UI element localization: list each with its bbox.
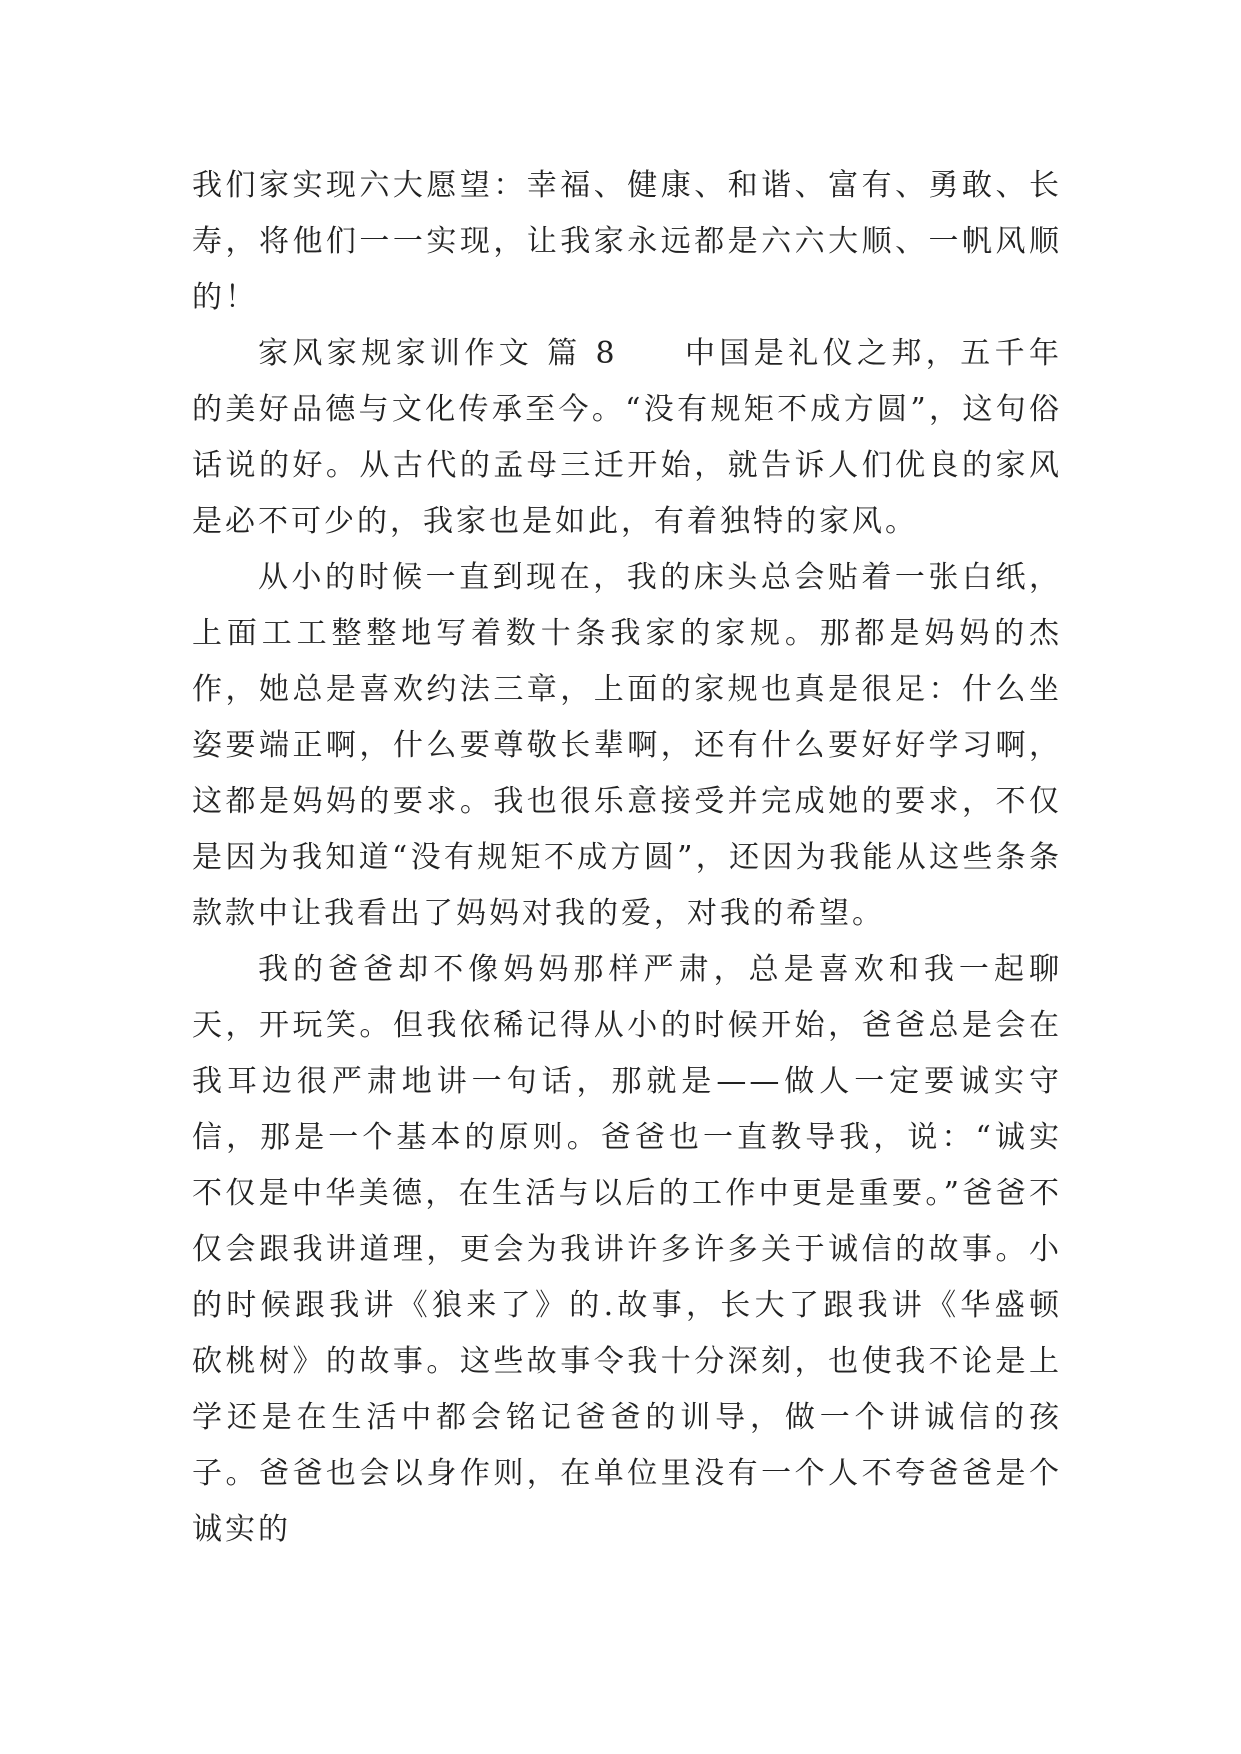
section-8-paragraph (192, 326, 1062, 550)
document-body (192, 158, 1062, 1558)
section-intro-text: 中国是礼仪之邦，五千年的美好品德与文化传承至今。“没有规矩不成方圆”，这句俗话说的好。从古代的孟母三迁开始，就告诉人们优良的家风是必不可少的，我家也是如此，有着独特的家风。 (192, 336, 1063, 539)
paragraph-wishes: 我们家实现六大愿望：幸福、健康、和谐、富有、勇敢、长寿，将他们一一实现，让我家永远都是六六大顺、一帆风顺的！ (192, 168, 1062, 315)
title-number-space (533, 336, 547, 371)
paragraph-family-rules: 从小的时候一直到现在，我的床头总会贴着一张白纸，上面工工整整地写着数十条我家的家规。那都是妈妈的杰作，她总是喜欢约法三章，上面的家规也真是很足：什么坐姿要端正啊，什么要尊敬长辈啊，还有什么要好好学习啊，这都是妈妈的要求。我也很乐意接受并完成她的要求，不仅是因为我知道“没有规矩不成方圆”，还因为我能从这些条条款款中让我看出了妈妈对我的爱，对我的希望。 (192, 560, 1062, 931)
section-title: 家风家规家训作文 (258, 336, 534, 371)
paragraph-father-honesty: 我的爸爸却不像妈妈那样严肃，总是喜欢和我一起聊天，开玩笑。但我依稀记得从小的时候开始，爸爸总是会在我耳边很严肃地讲一句话，那就是——做人一定要诚实守信，那是一个基本的原则。爸爸也一直教导我，说：“诚实不仅是中华美德，在生活与以后的工作中更是重要。”爸爸不仅会跟我讲道理，更会为我讲许多许多关于诚信的故事。小的时候跟我讲《狼来了》的.故事，长大了跟我讲《华盛顿砍桃树》的故事。这些故事令我十分深刻，也使我不论是上学还是在生活中都会铭记爸爸的训导，做一个讲诚信的孩子。爸爸也会以身作则，在单位里没有一个人不夸爸爸是个诚实的 (192, 952, 1062, 1547)
section-number: 篇 8 (547, 336, 618, 371)
